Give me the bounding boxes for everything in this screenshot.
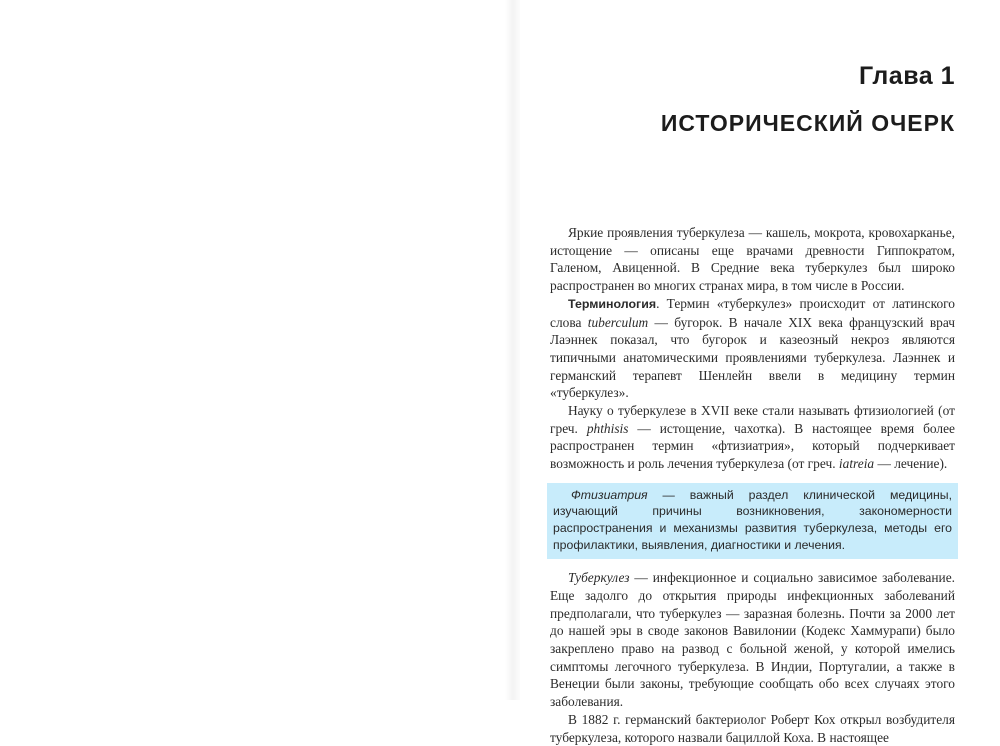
- paragraph-text: Науку о туберкулезе в XVII веке стали называть фтизиологией (от греч.: [550, 403, 955, 436]
- chapter-title: ИСТОРИЧЕСКИЙ ОЧЕРК: [660, 110, 955, 136]
- term-heading: Терминология: [568, 296, 657, 311]
- latin-word: tuberculum: [587, 314, 649, 330]
- chapter-body: [550, 224, 955, 746]
- definition-box: [547, 483, 958, 559]
- left-page: [0, 0, 510, 700]
- paragraph-koch: В 1882 г. германский бактериолог Роберт Кох открыл возбудителя туберкулеза, которого назвали бациллой Коха. В настоящее: [550, 711, 955, 745]
- right-page: [520, 0, 1000, 745]
- greek-word: iatreia: [838, 456, 875, 472]
- paragraph-text: . Термин «туберкулез» происходит от латинского слова: [550, 295, 955, 330]
- paragraph-terminology: [550, 295, 955, 402]
- paragraph-text: — лечение).: [874, 456, 948, 472]
- greek-word: phthisis: [586, 420, 629, 436]
- paragraph-text: — бугорок. В начале XIX века французский врач Лаэннек показал, что бугорок и казеозный некроз являются типичными анатомическими проявлениями туберкулеза. Лаэннек и германский терапевт Шенлейн ввели в медицину термин «туберкулез».: [550, 314, 955, 401]
- chapter-number: Глава 1: [858, 62, 955, 90]
- paragraph-text: — истощение, чахотка). В настоящее время более распространен термин «фтизиатрия», который подчеркивает возможность и роль лечения туберкулеза (от греч.: [550, 420, 955, 472]
- paragraph-intro: Яркие проявления туберкулеза — кашель, мокрота, кровохарканье, истощение — описаны еще врачами древности Гиппократом, Галеном, Авиценной. В Средние века туберкулез был широко распространен во многих странах мира, в том числе в России.: [550, 225, 955, 294]
- term-italic: Туберкулез: [568, 570, 630, 586]
- paragraph-text: — инфекционное и социально зависимое заболевание. Еще задолго до открытия природы инфекционных заболеваний предполагали, что туберкулез — заразная болезнь. Почти за 2000 лет до нашей эры в своде законов Вавилонии (Кодекс Хаммурапи) было закреплено право на развод с больной женой, у которой имелись симптомы легочного туберкулеза. В Индии, Португалии, а также в Венеции были законы, требующие сообщать обо всех случаях этого заболевания.: [550, 570, 955, 710]
- definition-term: Фтизиатрия: [571, 487, 648, 502]
- paragraph-phthisiology: [550, 402, 955, 473]
- paragraph-tuberculosis: [550, 569, 955, 711]
- definition-text: [553, 487, 952, 553]
- definition-body: — важный раздел клинической медицины, изучающий причины возникновения, закономерности распространения и механизмы развития туберкулеза, методы его профилактики, выявления, диагностики и лечения.: [553, 487, 952, 552]
